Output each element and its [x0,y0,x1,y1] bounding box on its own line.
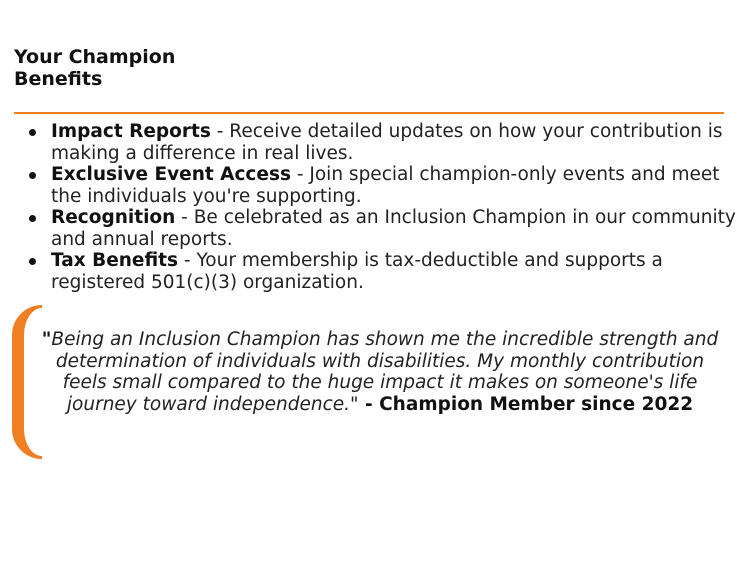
section-divider [14,112,724,114]
bullet-icon [29,215,36,222]
bullet-icon [29,129,36,136]
quote-open-mark: " [41,329,52,350]
benefit-description: - Be celebrated as an Inclusion Champion in our community and annual reports. [51,207,736,250]
testimonial-block [12,305,724,459]
bullet-icon [29,172,36,179]
benefit-description: - Join special champion-only events and meet the individuals you're supporting. [51,164,720,207]
benefit-term: Recognition [51,207,176,228]
bullet-icon [29,258,36,265]
benefit-description: - Your membership is tax-deductible and supports a registered 501(c)(3) organization. [51,250,663,293]
benefit-term: Tax Benefits [51,250,179,271]
benefit-description: - Receive detailed updates on how your contribution is making a difference in real lives. [51,121,723,164]
benefit-item-recognition [51,207,750,250]
benefit-item-exclusive-event-access [51,164,750,207]
benefit-term: Impact Reports [51,121,211,142]
section-title: Your Champion Benefits [14,46,176,90]
benefits-list [22,121,750,293]
testimonial-quote [36,329,724,415]
benefit-item-impact-reports [51,121,750,164]
testimonial-attribution: - Champion Member since 2022 [358,393,694,415]
testimonial-text: Being an Inclusion Champion has shown me the incredible strength and determination of individuals with disabilities. My monthly contribution feels small compared to the huge impact it makes on someone's life journey toward independence." [51,329,719,415]
benefit-term: Exclusive Event Access [51,164,291,185]
benefit-item-tax-benefits [51,250,750,293]
